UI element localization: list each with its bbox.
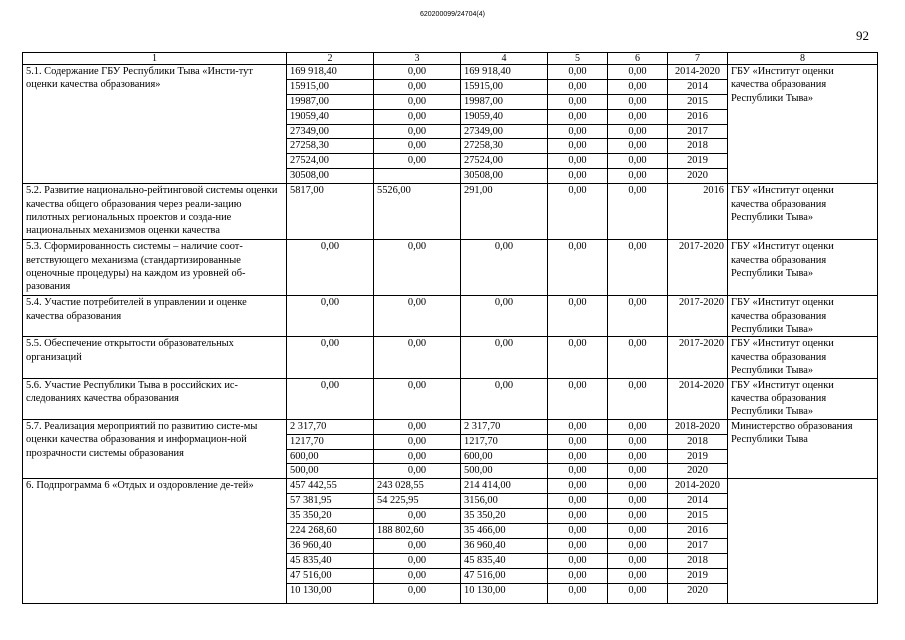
row-description: 5.6. Участие Республики Тыва в российских ис-следованиях качества образования xyxy=(23,378,287,419)
value-cell: 0,00 xyxy=(608,435,667,450)
value-cell: 0,00 xyxy=(320,379,340,391)
value-cell: 0,00 xyxy=(608,125,667,140)
value-cell: 54 225,95 xyxy=(374,494,460,509)
value-cell: 0,00 xyxy=(608,554,667,569)
value-cell: 0,00 xyxy=(548,494,607,509)
value-cell: 0,00 xyxy=(548,65,607,80)
value-cell: 2 317,70 xyxy=(287,420,373,435)
value-cell: 15915,00 xyxy=(461,80,547,95)
value-cell: 0,00 xyxy=(608,154,667,169)
responsible-organization: ГБУ «Институт оценки качества образования Республики Тыва» xyxy=(728,296,878,337)
value-cell: 0,00 xyxy=(608,524,667,539)
value-cell: 0,00 xyxy=(628,465,647,477)
table-row xyxy=(23,184,878,240)
value-cell: 0,00 xyxy=(608,494,667,509)
document-id: 620200099/24704(4) xyxy=(419,11,485,18)
value-cell: 27524,00 xyxy=(461,154,547,169)
value-cell: 0,00 xyxy=(374,435,460,450)
value-cell: 2014 xyxy=(668,80,727,95)
value-cell: 0,00 xyxy=(628,379,647,391)
row-description: 5.7. Реализация мероприятий по развитию систе-мы оценки качества образования и информацион-ной прозрачности системы образования xyxy=(23,419,287,479)
value-cell: 0,00 xyxy=(548,125,607,140)
value-cell: 19987,00 xyxy=(287,95,373,110)
header-cell: 6 xyxy=(608,53,668,65)
value-cell: 47 516,00 xyxy=(461,569,547,584)
value-cell: 0,00 xyxy=(407,297,427,309)
value-cell: 27258,30 xyxy=(461,139,547,154)
value-cell: 0,00 xyxy=(374,569,460,584)
header-cell: 3 xyxy=(374,53,461,65)
responsible-organization: ГБУ «Институт оценки качества образования Республики Тыва» xyxy=(728,240,878,296)
value-cell: 0,00 xyxy=(374,450,460,465)
value-cell: 2019 xyxy=(668,154,727,169)
value-cell: 214 414,00 xyxy=(461,479,547,494)
value-cell: 243 028,55 xyxy=(374,479,460,494)
value-cell: 0,00 xyxy=(374,420,460,435)
value-cell: 2016 xyxy=(668,110,727,125)
value-cell: 500,00 xyxy=(464,465,493,477)
value-cell: 19059,40 xyxy=(287,110,373,125)
value-cell: 0,00 xyxy=(568,170,587,182)
value-cell: 0,00 xyxy=(548,110,607,125)
value-cell: 0,00 xyxy=(628,297,647,309)
table-row xyxy=(23,419,878,479)
value-cell: 27349,00 xyxy=(461,125,547,140)
header-cell: 2 xyxy=(287,53,374,65)
value-cell: 0,00 xyxy=(548,420,607,435)
value-cell: 2020 xyxy=(687,584,708,596)
value-cell: 2017 xyxy=(668,125,727,140)
value-cell: 0,00 xyxy=(568,465,587,477)
value-cell: 188 802,60 xyxy=(374,524,460,539)
value-cell: 0,00 xyxy=(374,554,460,569)
value-cell: 2016 xyxy=(668,524,727,539)
value-cell: 0,00 xyxy=(628,584,647,596)
header-cell: 1 xyxy=(23,53,287,65)
responsible-organization: Министерство образования Республики Тыва xyxy=(728,419,878,479)
value-cell: 0,00 xyxy=(407,241,427,253)
value-cell: 2019 xyxy=(668,569,727,584)
value-cell: 5526,00 xyxy=(377,185,411,197)
header-cell: 8 xyxy=(728,53,878,65)
value-cell: 0,00 xyxy=(548,435,607,450)
value-cell: 27349,00 xyxy=(287,125,373,140)
value-cell: 0,00 xyxy=(320,241,340,253)
value-cell: 2015 xyxy=(668,509,727,524)
row-description: 5.1. Содержание ГБУ Республики Тыва «Инсти-тут оценки качества образования» xyxy=(23,65,287,184)
value-cell: 2017 xyxy=(668,539,727,554)
value-cell: 0,00 xyxy=(548,139,607,154)
value-cell: 19059,40 xyxy=(461,110,547,125)
value-cell: 0,00 xyxy=(548,80,607,95)
header-cell: 7 xyxy=(668,53,728,65)
responsible-organization xyxy=(728,479,878,604)
value-cell: 0,00 xyxy=(608,420,667,435)
value-cell: 0,00 xyxy=(374,95,460,110)
value-cell: 0,00 xyxy=(374,125,460,140)
table-row xyxy=(23,479,878,604)
value-cell: 0,00 xyxy=(608,65,667,80)
value-cell: 0,00 xyxy=(568,297,587,309)
value-cell: 2017-2020 xyxy=(678,241,724,253)
value-cell: 47 516,00 xyxy=(287,569,373,584)
value-cell: 10 130,00 xyxy=(290,584,332,596)
value-cell: 35 466,00 xyxy=(461,524,547,539)
value-cell: 1217,70 xyxy=(461,435,547,450)
table-row xyxy=(23,337,878,378)
value-cell: 0,00 xyxy=(494,379,514,391)
value-cell: 2017-2020 xyxy=(678,297,724,309)
value-cell: 500,00 xyxy=(290,465,319,477)
table-row xyxy=(23,240,878,296)
value-cell: 0,00 xyxy=(548,569,607,584)
value-cell: 0,00 xyxy=(494,297,514,309)
responsible-organization: ГБУ «Институт оценки качества образования Республики Тыва» xyxy=(728,337,878,378)
value-cell: 0,00 xyxy=(494,241,514,253)
value-cell: 2020 xyxy=(687,465,708,477)
value-cell: 35 350,20 xyxy=(461,509,547,524)
value-cell: 36 960,40 xyxy=(461,539,547,554)
value-cell: 2015 xyxy=(668,95,727,110)
value-cell: 0,00 xyxy=(374,110,460,125)
value-cell: 0,00 xyxy=(548,154,607,169)
value-cell: 2014-2020 xyxy=(668,65,727,80)
value-cell: 0,00 xyxy=(407,379,427,391)
value-cell: 2018 xyxy=(668,435,727,450)
value-cell: 169 918,40 xyxy=(287,65,373,80)
value-cell: 2014-2020 xyxy=(678,379,724,391)
value-cell: 10 130,00 xyxy=(464,584,506,596)
value-cell: 0,00 xyxy=(548,479,607,494)
value-cell: 0,00 xyxy=(608,479,667,494)
value-cell: 0,00 xyxy=(568,241,587,253)
value-cell: 457 442,55 xyxy=(287,479,373,494)
value-cell: 27524,00 xyxy=(287,154,373,169)
value-cell: 0,00 xyxy=(374,80,460,95)
value-cell: 0,00 xyxy=(548,539,607,554)
value-cell: 600,00 xyxy=(461,450,547,465)
value-cell: 0,00 xyxy=(628,338,647,350)
value-cell: 2 317,70 xyxy=(461,420,547,435)
value-cell: 2020 xyxy=(687,170,708,182)
value-cell: 45 835,40 xyxy=(287,554,373,569)
responsible-organization: ГБУ «Институт оценки качества образования Республики Тыва» xyxy=(728,378,878,419)
value-cell: 0,00 xyxy=(628,241,647,253)
value-cell: 30508,00 xyxy=(464,170,503,182)
value-cell: 2018 xyxy=(668,554,727,569)
value-cell: 0,00 xyxy=(374,139,460,154)
value-cell: 0,00 xyxy=(608,95,667,110)
value-cell: 600,00 xyxy=(287,450,373,465)
header-cell: 4 xyxy=(461,53,548,65)
value-cell: 2014 xyxy=(668,494,727,509)
value-cell: 1217,70 xyxy=(287,435,373,450)
value-cell: 0,00 xyxy=(608,569,667,584)
table-row xyxy=(23,65,878,184)
row-description: 6. Подпрограмма 6 «Отдых и оздоровление де-тей» xyxy=(23,479,287,604)
value-cell: 0,00 xyxy=(608,139,667,154)
value-cell: 0,00 xyxy=(320,297,340,309)
value-cell: 0,00 xyxy=(374,539,460,554)
value-cell: 2018 xyxy=(668,139,727,154)
value-cell: 5817,00 xyxy=(290,185,324,197)
value-cell: 0,00 xyxy=(628,170,647,182)
row-description: 5.4. Участие потребителей в управлении и оценке качества образования xyxy=(23,296,287,337)
value-cell: 35 350,20 xyxy=(287,509,373,524)
value-cell: 2016 xyxy=(703,185,724,197)
value-cell: 19987,00 xyxy=(461,95,547,110)
value-cell: 30508,00 xyxy=(290,170,329,182)
value-cell: 0,00 xyxy=(548,554,607,569)
value-cell: 0,00 xyxy=(568,379,587,391)
value-cell: 57 381,95 xyxy=(287,494,373,509)
value-cell: 224 268,60 xyxy=(287,524,373,539)
value-cell: 2018-2020 xyxy=(668,420,727,435)
value-cell xyxy=(374,169,460,183)
table-row xyxy=(23,378,878,419)
value-cell: 0,00 xyxy=(568,584,587,596)
value-cell: 2019 xyxy=(668,450,727,465)
header-row xyxy=(23,53,878,65)
row-description: 5.3. Сформированность системы – наличие соот-ветствующего механизма (стандартизированные оценочные процедуры) на каждом из уровней об-разования xyxy=(23,240,287,296)
value-cell: 0,00 xyxy=(608,539,667,554)
value-cell: 0,00 xyxy=(608,110,667,125)
row-description: 5.2. Развитие национально-рейтинговой системы оценки качества общего образования через реали-зацию пилотных региональных проектов и созда-ние национальных механизмов оценки качества xyxy=(23,184,287,240)
value-cell: 0,00 xyxy=(494,338,514,350)
value-cell: 0,00 xyxy=(608,80,667,95)
value-cell: 0,00 xyxy=(568,338,587,350)
value-cell: 0,00 xyxy=(548,524,607,539)
value-cell: 0,00 xyxy=(374,154,460,169)
value-cell: 45 835,40 xyxy=(461,554,547,569)
value-cell: 2014-2020 xyxy=(668,479,727,494)
value-cell: 0,00 xyxy=(568,185,587,197)
value-cell: 2017-2020 xyxy=(678,338,724,350)
page-number: 92 xyxy=(856,28,869,43)
responsible-organization: ГБУ «Институт оценки качества образования Республики Тыва» xyxy=(728,184,878,240)
table-row xyxy=(23,296,878,337)
value-cell: 0,00 xyxy=(608,509,667,524)
row-description: 5.5. Обеспечение открытости образовательных организаций xyxy=(23,337,287,378)
value-cell: 3156,00 xyxy=(461,494,547,509)
value-cell: 0,00 xyxy=(374,509,460,524)
value-cell: 0,00 xyxy=(628,185,647,197)
value-cell: 0,00 xyxy=(407,584,427,596)
value-cell: 0,00 xyxy=(608,450,667,465)
value-cell: 36 960,40 xyxy=(287,539,373,554)
program-table xyxy=(22,52,878,604)
value-cell: 0,00 xyxy=(548,450,607,465)
value-cell: 0,00 xyxy=(548,95,607,110)
value-cell: 291,00 xyxy=(464,185,493,197)
value-cell: 0,00 xyxy=(320,338,340,350)
value-cell: 0,00 xyxy=(407,465,427,477)
value-cell: 15915,00 xyxy=(287,80,373,95)
value-cell: 0,00 xyxy=(548,509,607,524)
value-cell: 0,00 xyxy=(374,65,460,80)
header-cell: 5 xyxy=(548,53,608,65)
value-cell: 0,00 xyxy=(407,338,427,350)
value-cell: 27258,30 xyxy=(287,139,373,154)
value-cell: 169 918,40 xyxy=(461,65,547,80)
responsible-organization: ГБУ «Институт оценки качества образования Республики Тыва» xyxy=(728,65,878,184)
